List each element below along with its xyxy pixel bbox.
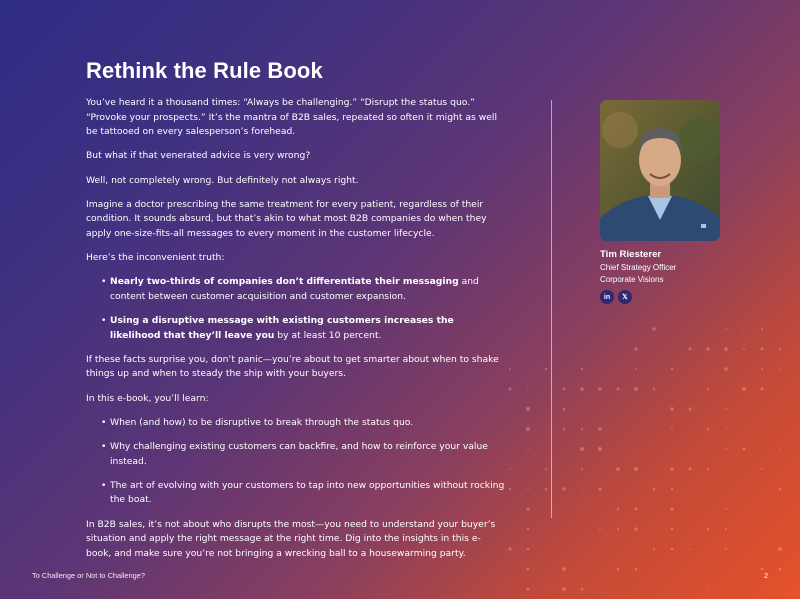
bullet-text: by at least 10 percent. (274, 329, 382, 341)
x-icon[interactable] (618, 290, 632, 304)
list-item: • The art of evolving with your customers to tap into new opportunities without rocking the boat. (110, 479, 506, 508)
list-item (110, 275, 506, 304)
footer-document-title: To Challenge or Not to Challenge? (32, 571, 145, 580)
list-item (110, 314, 506, 343)
closing-paragraph: In B2B sales, it’s not about who disrupts the most—you need to understand your buyer’s situation and apply the right message at the right time. Dig into the insights in this e-book, and make sure you’re not bringing a wrecking ball to a housewarming party. (86, 518, 496, 559)
article-body (86, 96, 506, 571)
author-company: Corporate Visions (600, 275, 664, 284)
linkedin-icon[interactable] (600, 290, 614, 304)
page-title: Rethink the Rule Book (86, 58, 323, 83)
learn-list (86, 416, 506, 508)
bullet-emphasis: Using a disruptive message with existing customers increases the likelihood that they’ll leave you (110, 315, 454, 341)
column-divider (551, 100, 552, 518)
linkedin-glyph: in (603, 293, 611, 301)
bullet-emphasis: Nearly two-thirds of companies don’t differentiate their messaging (110, 276, 459, 288)
decorative-dot-pattern (500, 319, 800, 599)
author-name: Tim Riesterer (600, 249, 662, 260)
author-role: Chief Strategy Officer (600, 263, 677, 272)
x-glyph: 𝕏 (622, 293, 628, 301)
learn-intro-paragraph: In this e-book, you’ll learn: (86, 392, 209, 404)
truth-intro-paragraph: Here’s the inconvenient truth: (86, 252, 225, 264)
list-item: • When (and how) to be disruptive to break through the status quo. (110, 416, 506, 431)
page-number: 2 (764, 571, 769, 580)
question-paragraph: But what if that venerated advice is very wrong? (86, 150, 311, 162)
reassurance-paragraph: If these facts surprise you, don’t panic—you’re about to get smarter about when to shake things up and when to steady the ship with your buyers. (86, 353, 499, 380)
analogy-paragraph: Imagine a doctor prescribing the same treatment for every patient, regardless of their condition. It sounds absurd, but that’s akin to what most B2B companies do when they apply one-size-fits-all messages to every moment in the customer lifecycle. (86, 198, 487, 239)
truth-list (86, 275, 506, 343)
list-item: • Why challenging existing customers can backfire, and how to reinforce your value instead. (110, 440, 506, 469)
intro-paragraph: You’ve heard it a thousand times: “Always be challenging.” “Disrupt the status quo.” “Provoke your prospects.” It’s the mantra of B2B sales, repeated so often it might as well be tattooed on every salesperson’s forehead. (86, 97, 497, 138)
answer-paragraph: Well, not completely wrong. But definitely not always right. (86, 174, 359, 186)
bullet-text: and content between customer acquisition and customer expansion. (110, 276, 479, 302)
author-photo (600, 100, 720, 241)
